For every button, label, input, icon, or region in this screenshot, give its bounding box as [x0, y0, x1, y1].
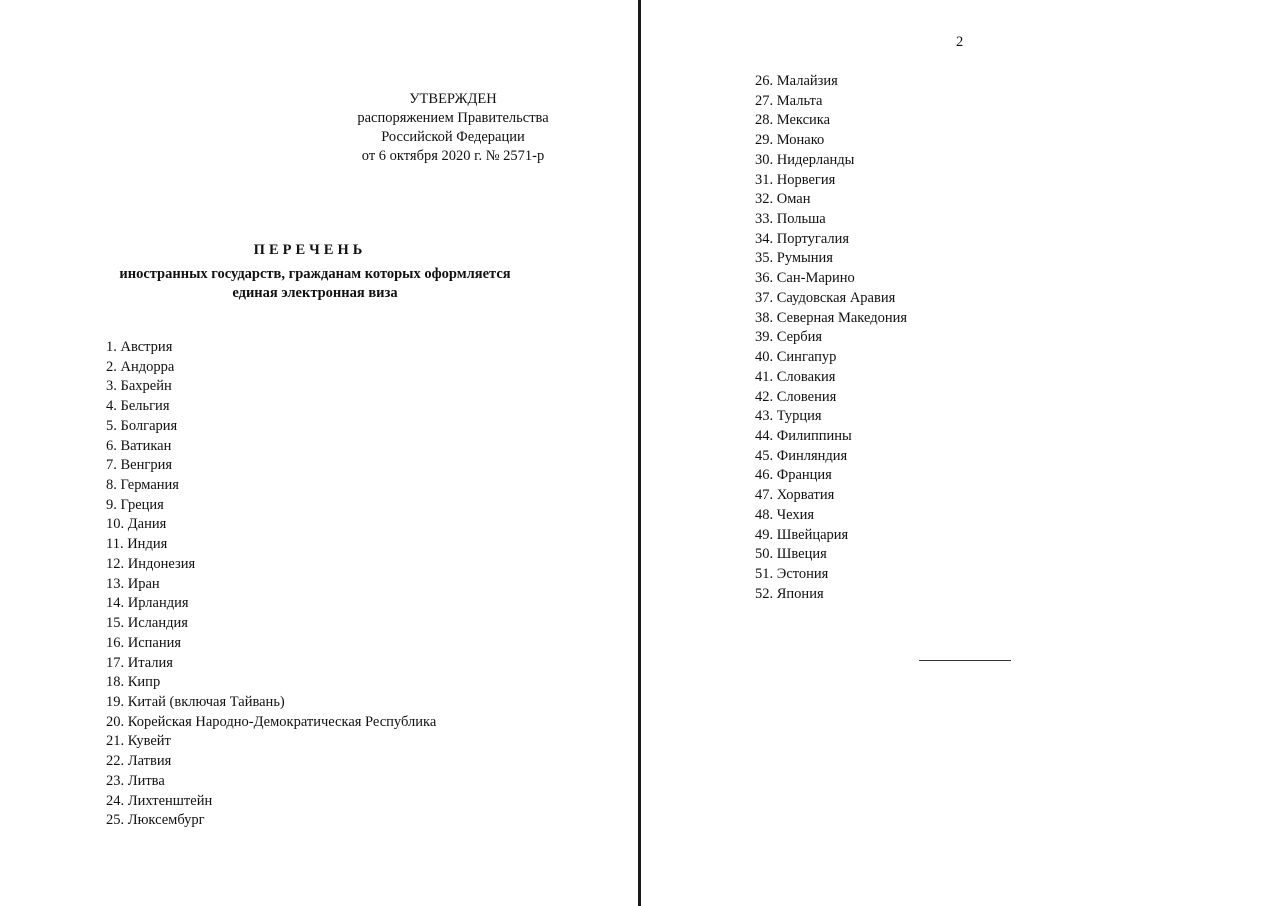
country-item: 19. Китай (включая Тайвань)	[106, 693, 285, 710]
country-item: 29. Монако	[755, 132, 825, 149]
country-item: 25. Люксембург	[106, 812, 205, 829]
subtitle-line-2: единая электронная виза	[232, 285, 398, 301]
country-item: 18. Кипр	[106, 674, 161, 691]
country-item: 1. Австрия	[106, 339, 173, 355]
country-item: 35. Румыния	[755, 250, 833, 267]
country-item: 6. Ватикан	[106, 437, 172, 454]
document-title: ПЕРЕЧЕНЬ	[253, 242, 367, 258]
approval-line-1: распоряжением Правительства	[357, 110, 549, 126]
country-item: 15. Исландия	[106, 615, 188, 632]
document-subtitle	[100, 265, 530, 303]
page-number: 2	[956, 34, 964, 50]
approval-stamp	[346, 90, 560, 166]
end-rule	[919, 660, 1011, 661]
country-item: 45. Финляндия	[755, 447, 848, 464]
country-item: 24. Лихтенштейн	[106, 792, 213, 809]
page-left	[0, 0, 638, 906]
country-item: 52. Япония	[755, 585, 824, 602]
country-item: 17. Италия	[106, 654, 173, 671]
country-item: 13. Иран	[106, 575, 160, 592]
country-item: 21. Кувейт	[106, 733, 171, 750]
page-divider	[638, 0, 641, 906]
country-item: 37. Саудовская Аравия	[755, 289, 896, 306]
country-item: 10. Дания	[106, 516, 167, 533]
country-item: 3. Бахрейн	[106, 378, 172, 395]
approval-line-2: Российской Федерации	[381, 129, 525, 145]
country-item: 30. Нидерланды	[755, 151, 855, 168]
approval-heading: УТВЕРЖДЕН	[409, 91, 497, 107]
country-item: 32. Оман	[755, 191, 811, 208]
country-item: 5. Болгария	[106, 417, 178, 434]
country-item: 23. Литва	[106, 772, 165, 789]
country-item: 51. Эстония	[755, 565, 829, 582]
country-item: 47. Хорватия	[755, 487, 835, 504]
country-item: 27. Мальта	[755, 92, 823, 109]
country-item: 39. Сербия	[755, 329, 823, 346]
page-right	[643, 0, 1280, 906]
country-item: 31. Норвегия	[755, 171, 836, 188]
country-item: 16. Испания	[106, 634, 182, 651]
country-item: 28. Мексика	[755, 112, 831, 129]
country-item: 41. Словакия	[755, 368, 836, 385]
country-item: 11. Индия	[106, 536, 168, 553]
country-item: 34. Португалия	[755, 230, 850, 247]
country-item: 20. Корейская Народно-Демократическая Республика	[106, 713, 437, 730]
country-item: 7. Венгрия	[106, 457, 172, 474]
country-list-right	[755, 72, 907, 604]
subtitle-line-1: иностранных государств, гражданам которых оформляется	[119, 266, 511, 282]
country-list-left	[106, 338, 436, 831]
country-item: 46. Франция	[755, 467, 832, 484]
country-item: 49. Швейцария	[755, 526, 849, 543]
country-item: 2. Андорра	[106, 358, 175, 375]
country-item: 26. Малайзия	[755, 73, 838, 89]
country-item: 44. Филиппины	[755, 427, 852, 444]
country-item: 40. Сингапур	[755, 349, 837, 366]
approval-line-3: от 6 октября 2020 г. № 2571-р	[361, 148, 545, 164]
country-item: 8. Германия	[106, 477, 179, 494]
country-item: 4. Бельгия	[106, 398, 170, 415]
country-item: 33. Польша	[755, 211, 826, 228]
country-item: 36. Сан-Марино	[755, 270, 855, 287]
country-item: 9. Греция	[106, 496, 164, 513]
country-item: 42. Словения	[755, 388, 837, 405]
country-item: 43. Турция	[755, 408, 822, 425]
country-item: 14. Ирландия	[106, 595, 189, 612]
country-item: 48. Чехия	[755, 506, 815, 523]
country-item: 12. Индонезия	[106, 555, 196, 572]
country-item: 50. Швеция	[755, 546, 827, 563]
country-item: 38. Северная Македония	[755, 309, 908, 326]
country-item: 22. Латвия	[106, 753, 172, 770]
